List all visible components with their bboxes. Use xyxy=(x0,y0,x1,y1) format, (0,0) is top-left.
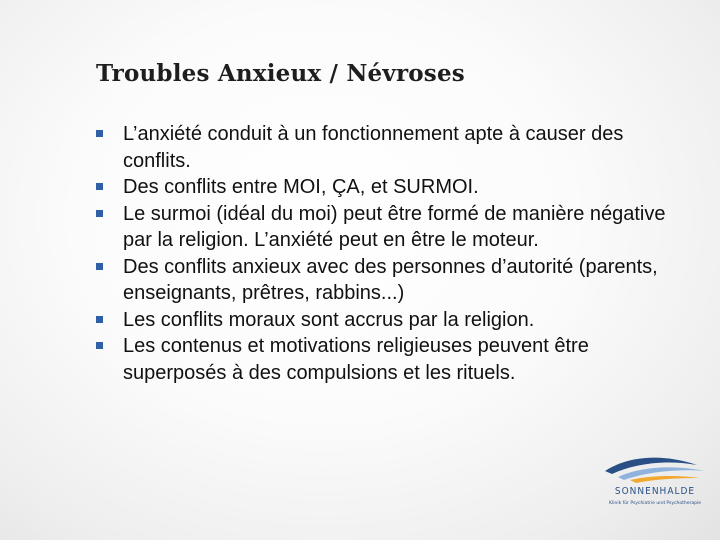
square-bullet-icon xyxy=(96,130,103,137)
bullet-text: Les contenus et motivations religieuses peuvent être superposés à des compulsions et les rituels. xyxy=(123,335,589,384)
square-bullet-icon xyxy=(96,183,103,190)
logo-name: SONNENHALDE xyxy=(614,486,696,497)
bullet-text: L’anxiété conduit à un fonctionnement apte à causer des conflits. xyxy=(123,123,624,172)
bullet-item xyxy=(96,174,696,201)
sun-landscape-icon xyxy=(600,448,710,488)
square-bullet-icon xyxy=(96,342,103,349)
bullet-text: Le surmoi (idéal du moi) peut être formé de manière négative par la religion. L’anxiété peut en être le moteur. xyxy=(123,202,666,251)
square-bullet-icon xyxy=(96,210,103,217)
bullet-item xyxy=(96,254,696,307)
bullet-item xyxy=(96,307,696,334)
bullet-item xyxy=(96,333,696,386)
slide-title: Troubles Anxieux / Névroses xyxy=(96,60,465,87)
logo-tagline: Klinik für Psychiatrie und Psychotherapie xyxy=(609,501,701,506)
bullet-item xyxy=(96,201,696,254)
square-bullet-icon xyxy=(96,316,103,323)
bullet-text: Des conflits entre MOI, ÇA, et SURMOI. xyxy=(123,176,479,198)
bullet-text: Les conflits moraux sont accrus par la religion. xyxy=(123,308,535,331)
bullet-text: Des conflits anxieux avec des personnes d’autorité (parents, enseignants, prêtres, rabbins...) xyxy=(123,255,658,304)
bullet-list xyxy=(96,121,696,386)
bullet-item xyxy=(96,121,696,174)
sonnenhalde-logo xyxy=(600,448,710,516)
square-bullet-icon xyxy=(96,263,103,270)
